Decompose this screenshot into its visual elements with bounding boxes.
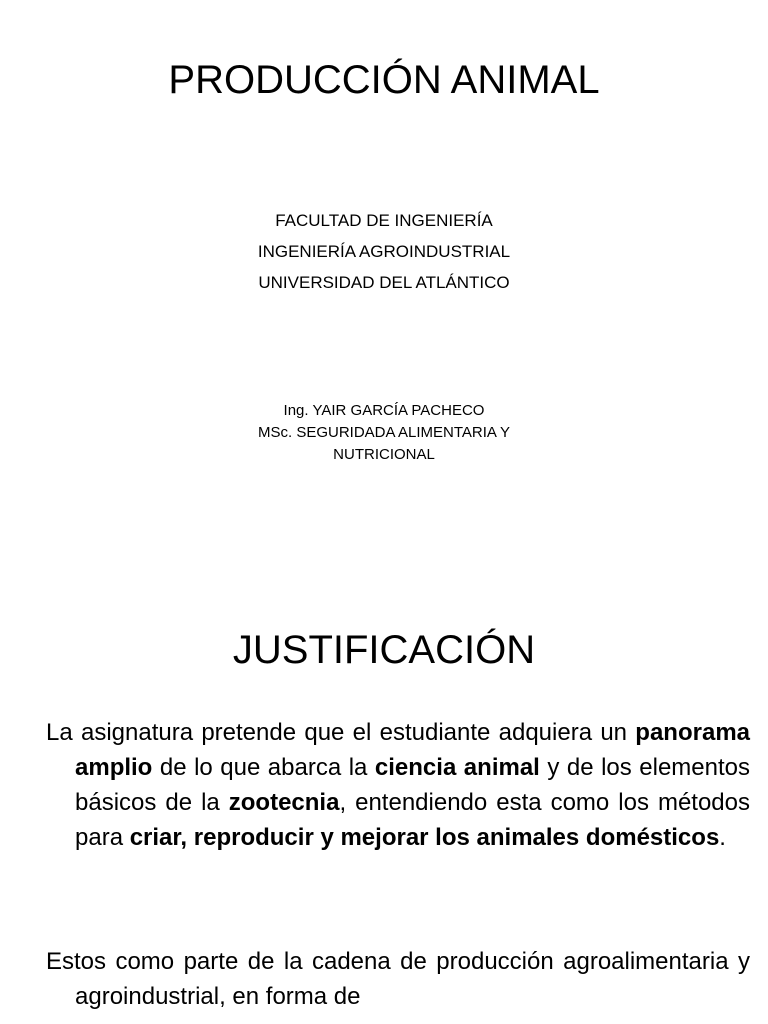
justification-slide [0, 576, 768, 1024]
paragraph-text: de lo que abarca la [152, 754, 375, 781]
justification-paragraph [46, 715, 750, 855]
program-line: INGENIERÍA AGROINDUSTRIAL [257, 242, 511, 261]
emphasis-text: zootecnia [228, 789, 340, 816]
paragraph-text: La asignatura pretende que el estudiante adquiera un [46, 719, 636, 746]
emphasis-text: panorama amplio [75, 719, 750, 781]
slide-title: JUSTIFICACIÓN [232, 628, 536, 672]
author-name-line: Ing. YAIR GARCÍA PACHECO [283, 402, 485, 419]
institution-block [0, 205, 768, 298]
emphasis-text: ciencia animal [374, 754, 540, 781]
author-degree-line: MSc. SEGURIDADA ALIMENTARIA Y [257, 424, 510, 441]
context-paragraph [46, 944, 750, 1014]
faculty-line: FACULTAD DE INGENIERÍA [275, 211, 493, 230]
paragraph-text: y de los elementos básicos de la [75, 754, 750, 816]
paragraph-text: Estos como parte de la cadena de producción agroalimentaria y agroindustrial, en forma de [46, 948, 750, 1010]
emphasis-text: criar, reproducir y mejorar los animales domésticos [129, 824, 720, 851]
paragraph-text: . [719, 824, 726, 851]
presentation-title: PRODUCCIÓN ANIMAL [168, 58, 600, 102]
paragraph-text: , entendiendo esta como los métodos para [75, 789, 750, 851]
author-block [0, 400, 768, 466]
university-line: UNIVERSIDAD DEL ATLÁNTICO [258, 273, 510, 292]
author-degree-continuation: NUTRICIONAL [333, 446, 435, 463]
